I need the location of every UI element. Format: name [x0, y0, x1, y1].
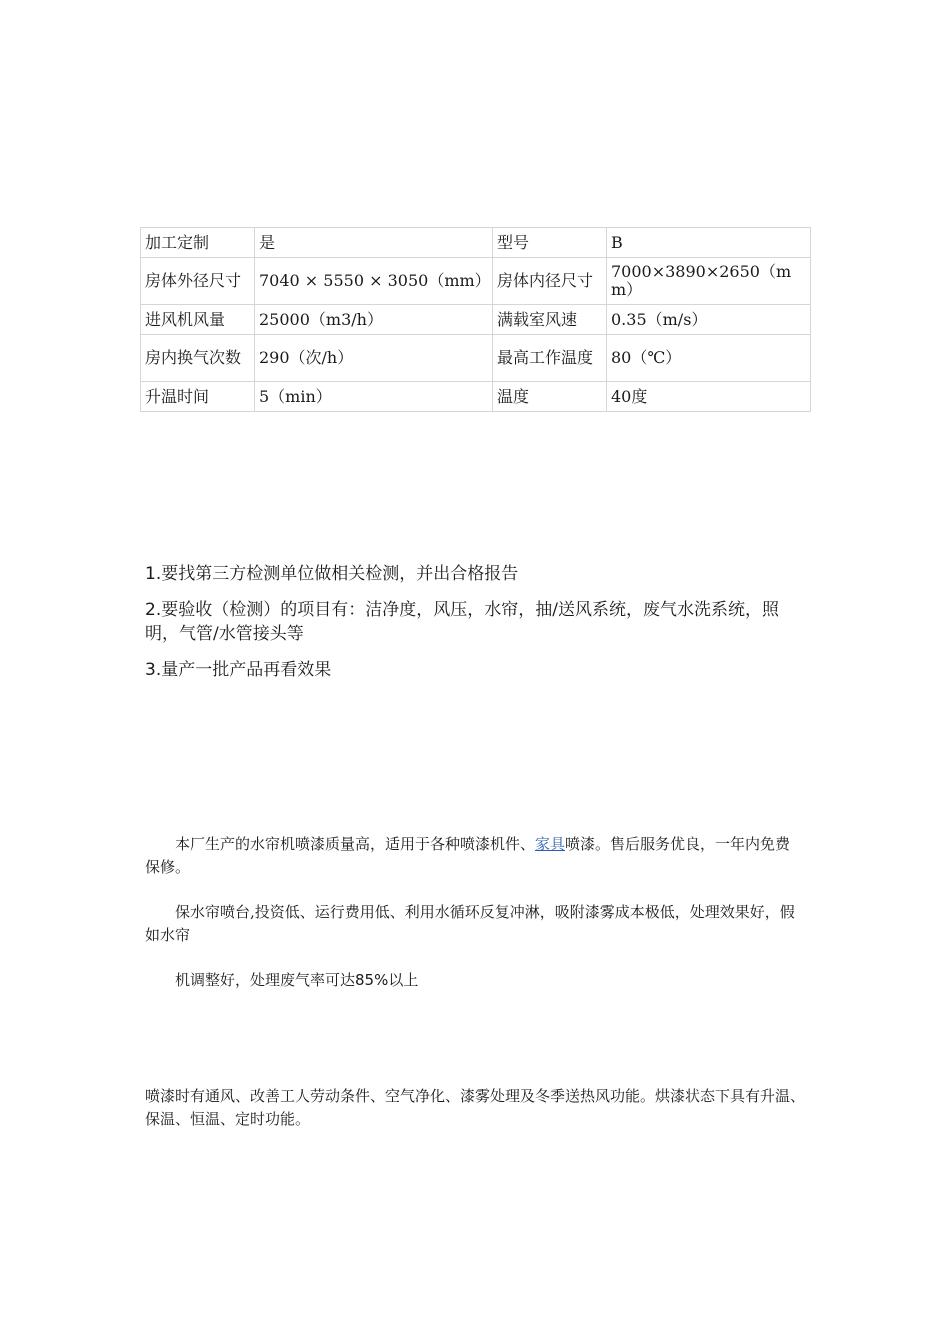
table-row — [141, 258, 811, 305]
intro-paragraph — [145, 969, 805, 992]
spec-value: 7040 × 5550 × 3050（mm） — [255, 258, 493, 305]
product-intro — [145, 833, 805, 1014]
spec-label: 型号 — [493, 228, 607, 258]
spec-table — [140, 227, 811, 412]
intro-text: 机调整好，处理废气率可达 — [175, 971, 356, 989]
list-item — [145, 598, 805, 646]
spec-label: 升温时间 — [141, 382, 255, 412]
table-row — [141, 335, 811, 382]
spec-value: 25000（m3/h） — [255, 305, 493, 335]
spec-value: B — [607, 228, 811, 258]
spec-value: 290（次/h） — [255, 335, 493, 382]
spec-value: 是 — [255, 228, 493, 258]
item-number: 3. — [145, 660, 162, 680]
spec-value: 40度 — [607, 382, 811, 412]
item-number: 2. — [145, 600, 162, 620]
intro-text: 喷漆。售后服务优良，一年内免费保修。 — [145, 835, 791, 876]
table-row — [141, 305, 811, 335]
table-row — [141, 228, 811, 258]
item-text: 量产一批产品再看效果 — [161, 660, 332, 680]
spec-value: 7000×3890×2650（mm） — [607, 258, 811, 305]
spec-value: 80（℃） — [607, 335, 811, 382]
spec-value: 0.35（m/s） — [607, 305, 811, 335]
function-paragraph: 喷漆时有通风、改善工人劳动条件、空气净化、漆雾处理及冬季送热风功能。烘漆状态下具有升温、保温、恒温、定时功能。 — [145, 1087, 806, 1128]
intro-text: 以上 — [388, 971, 419, 989]
spec-label: 满载室风速 — [493, 305, 607, 335]
spec-label: 最高工作温度 — [493, 335, 607, 382]
intro-paragraph: 保水帘喷台,投资低、运行费用低、利用水循环反复冲淋，吸附漆雾成本极低，处理效果好，假如水帘 — [145, 903, 795, 944]
requirements-list — [145, 562, 805, 694]
spec-label: 加工定制 — [141, 228, 255, 258]
efficiency-value: 85% — [355, 971, 389, 989]
table-row — [141, 382, 811, 412]
spec-label: 进风机风量 — [141, 305, 255, 335]
item-text: 要验收（检测）的项目有：洁净度，风压，水帘，抽/送风系统，废气水洗系统，照明，气管/水管接头等 — [145, 600, 779, 644]
spec-value: 5（min） — [255, 382, 493, 412]
intro-text: 本厂生产的水帘机喷漆质量高，适用于各种喷漆机件、 — [175, 835, 536, 853]
list-item — [145, 658, 805, 682]
spec-label: 房体内径尺寸 — [493, 258, 607, 305]
item-number: 1. — [145, 564, 162, 584]
spec-label: 温度 — [493, 382, 607, 412]
spec-label: 房内换气次数 — [141, 335, 255, 382]
item-text: 要找第三方检测单位做相关检测，并出合格报告 — [161, 564, 519, 584]
furniture-link[interactable]: 家具 — [535, 835, 566, 853]
intro-paragraph — [145, 833, 805, 879]
spec-label: 房体外径尺寸 — [141, 258, 255, 305]
list-item — [145, 562, 805, 586]
